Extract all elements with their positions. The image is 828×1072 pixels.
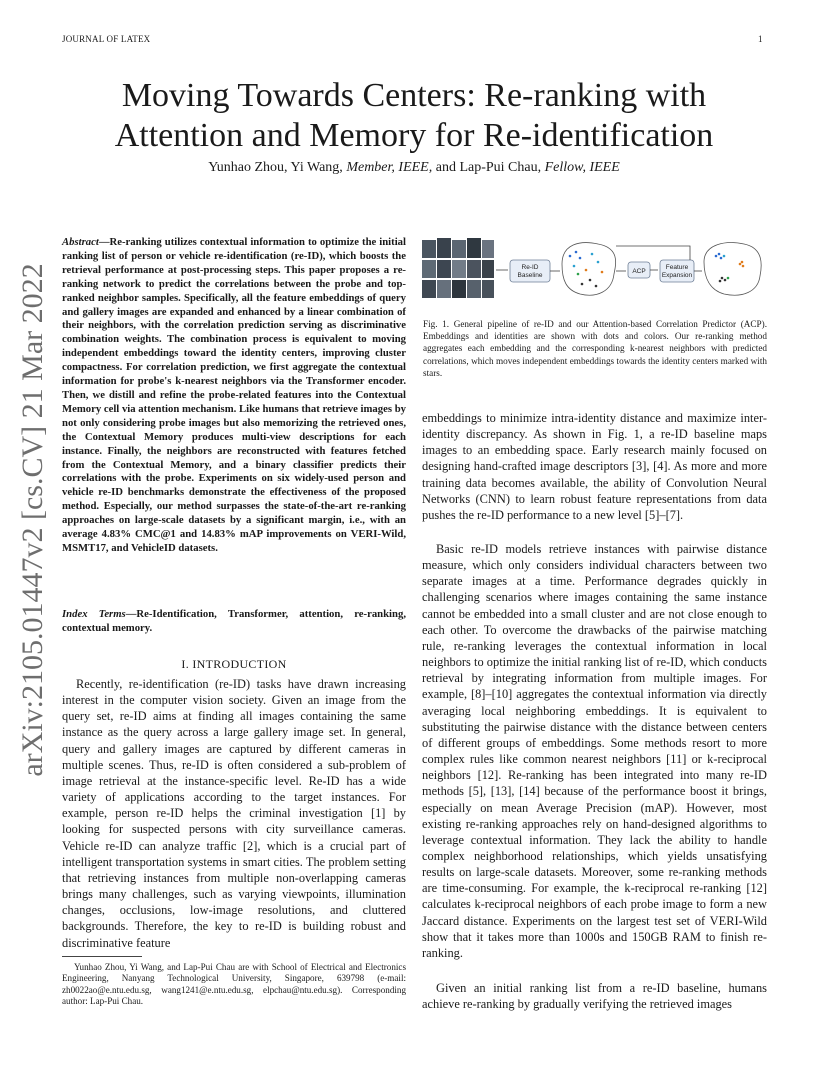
arrow-skip — [616, 246, 690, 260]
paper-title: Moving Towards Centers: Re-ranking with Attention and Memory for Re-identification — [114, 77, 714, 154]
author-names-1: Yunhao Zhou, Yi Wang, — [208, 160, 347, 175]
reid-label: Re-ID — [521, 264, 539, 271]
right-paragraph-2: Basic re-ID models retrieve instances with pairwise distance measure, which only considers individual characters between two separate images at a time. Performance degrades quickly in challenging scenarios where images containing the same instance cannot be embedded into a small cluster and are not close enough to each other. To overcome the drawbacks of the pairwise matching rule, re-ranking leverages the contextual information in local neighbors to optimize the initial ranking list of re-ID, which conducts retrieval by integrating information from multiple images. For example, [8]–[10] aggregates the contextual information via directly averaging local neighboring embeddings. It is equivalent to substituting the pairwise distance with the distance between centers of different groups of embeddings. Some methods resort to more complex rules like common nearest neighbors [11] or k-reciprocal neighbors [12]. Re-ranking has been integrated into many re-ID methods [5], [13], [14] because of the performance boost it brings, especially on mean Average Precision (mAP). However, most existing re-ranking approaches rely on hand-designed algorithms to leverage contextual information. They lack the ability to handle complex neighborhood relationships, which yields unsatisfying results on large-scale datasets. Moreover, some re-ranking methods are time-consuming. For example, the k-reciprocal re-ranking [12] calculates k-reciprocal neighbors of each probe image to form a new Jaccard distance. Experiments on the largest test set of VERI-Wild show that it takes more than 1000s and 150GB RAM to finish re-ranking. — [422, 542, 767, 960]
image-thumbnails — [422, 238, 494, 298]
abstract-text: —Re-ranking utilizes contextual information to optimize the initial ranking list of person or vehicle re-identification (re-ID), which boosts the retrieval performance at post-processing steps. This paper proposes a re-ranking network to predict the correlations between the probe and top-ranked neighbor samples. Specifically, all the feature embeddings of query and gallery images are expanded and enhanced by a linear combination of their neighbors, with the correlation prediction serving as discriminative combination weights. The combination process is equivalent to moving independent embeddings toward the identity centers, improving cluster compactness. For correlation prediction, we first aggregate the contextual information for probe's k-nearest neighbors via the Transformer encoder. Then, we distill and refine the probe-related features into the Contextual Memory cell via attention mechanism. Like humans that retrieve images by not only considering probe images but also memorizing the retrieved ones, the Contextual Memory produces multi-view descriptions for each instance. Finally, the neighbors are reconstructed with features fetched from the Contextual Memory, and a binary classifier predicts their correlations with the probe. Experiments on six widely-used person and vehicle re-ID benchmarks demonstrate the effectiveness of the proposed method. Especially, our method surpasses the state-of-the-art re-ranking approaches on large-scale datasets by a significant margin, i.e., with an average 4.83% CMC@1 and 14.83% mAP improvements on VERI-Wild, MSMT17, and VehicleID datasets. — [62, 236, 406, 554]
intro-paragraph: Recently, re-identification (re-ID) tasks have drawn increasing interest in the computer vision society. Given an image from the query set, re-ID aims at finding all images containing the same instance as the query across a large gallery image set. In general, query and gallery images are captured by different cameras in multiple scenes. Thus, re-ID is often considered a sub-problem of image retrieval at the instance-specific level. Re-ID has a wide variety of applications according to the target instances. For example, person re-ID helps the criminal investigation [1] by looking for suspected persons with city surveillance cameras. Vehicle re-ID can analyze traffic [2], which is a crucial part of intelligent transportation systems in smart cities. The problem setting that retrieving instances from multiple non-overlapping cameras brings many challenges, such as varying viewpoints, illumination changes, occlusions, low-image resolutions, and cluttered backgrounds. Therefore, the key to re-ID is building robust and discriminative feature — [62, 677, 406, 950]
figure-caption: Fig. 1. General pipeline of re-ID and our Attention-based Correlation Predictor (ACP). Embeddings and identities are shown with dots and colors. Our re-ranking method aggregates each embedding and the corresponding k-nearest neighbors with predicted correlations, which moves independent embeddings towards the identity centers marked with stars. — [423, 319, 767, 378]
feature-label: Feature — [665, 264, 689, 271]
abstract — [62, 236, 406, 556]
abstract-label: Abstract — [62, 236, 99, 248]
section-heading: I. INTRODUCTION — [181, 657, 287, 671]
arxiv-stamp — [8, 263, 58, 777]
acp-label: ACP — [632, 268, 646, 275]
footnote: Yunhao Zhou, Yi Wang, and Lap-Pui Chau are with School of Electrical and Electronics Engineering, Nanyang Technological University, Singapore, 639798 (e-mail: zh0022ao@e.ntu.edu.sg, wang1241@e.ntu.edu.sg, elpchau@ntu.edu.sg). Corresponding author: Lap-Pui Chau. — [62, 962, 406, 1007]
right-paragraph-1: embeddings to minimize intra-identity distance and maximize inter-identity discrepancy. As shown in Fig. 1, a re-ID baseline maps images to an embedding space. Early research mainly focused on designing hand-crafted image descriptors [3], [4]. As more and more training data becomes available, the ability of Convolution Neural Networks (CNN) to learn robust feature representations from data pushes the re-ID performance to a new level [5]–[7]. — [422, 411, 767, 522]
embedding-space-before — [562, 243, 616, 296]
index-terms — [62, 608, 406, 636]
baseline-label: Baseline — [517, 272, 543, 279]
author-line — [62, 160, 766, 176]
index-terms-label: Index Terms — [62, 608, 126, 620]
arxiv-stamp-text: arXiv:2105.01447v2 [cs.CV] 21 Mar 2022 — [16, 263, 49, 777]
author-names-2: and Lap-Pui Chau, — [432, 160, 545, 175]
footnote-rule — [62, 956, 142, 957]
author-member: Member, IEEE, — [346, 160, 433, 175]
right-paragraph-3: Given an initial ranking list from a re-ID baseline, humans achieve re-ranking by gradually verifying the retrieved images — [422, 981, 767, 1012]
expansion-label: Expansion — [661, 272, 693, 279]
pipeline-diagram — [420, 234, 766, 306]
journal-header: JOURNAL OF LATEX — [62, 34, 151, 44]
index-terms-text: —Re-Identification, Transformer, attention, re-ranking, contextual memory. — [62, 608, 406, 634]
author-fellow: Fellow, IEEE — [544, 160, 620, 175]
embedding-space-after — [704, 243, 761, 296]
page-number: 1 — [758, 34, 763, 44]
figure-1 — [420, 234, 766, 306]
